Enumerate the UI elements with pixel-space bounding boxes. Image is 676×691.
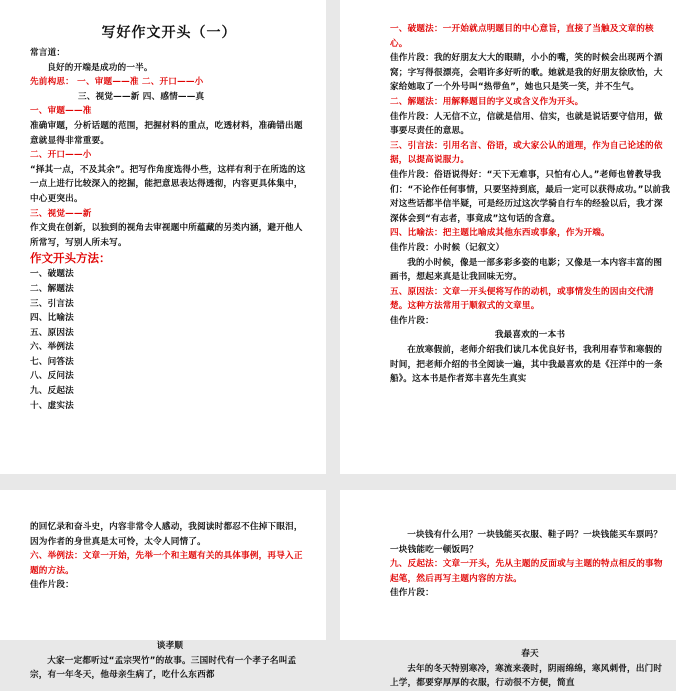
section-heading: 二、解题法：用解释题目的字义或含义作为开头。 — [390, 96, 584, 107]
text-line: 的回忆录和奋斗史，内容非常令人感动，我阅读时都忍不住掉下眼泪，因为作者的身世真是太可怜，太令人同情了。 — [30, 522, 303, 547]
page-1-body — [30, 46, 308, 413]
text-line: 准确审题，分析话题的范围，把握材料的重点，吃透材料，准确错出题意就显得非常重要。 — [30, 120, 303, 146]
page-title: 写好作文开头（一） — [101, 25, 237, 41]
section-heading: 四、比喻法：把主题比喻成其他东西或事象，作为开端。 — [390, 228, 610, 239]
document-page-4 — [340, 490, 676, 689]
text-line — [390, 617, 670, 631]
section-heading: 五、原因法：文章一开头便将写作的动机，或事情发生的因由交代清楚。这种方法常用于顺叙式的文章里。 — [390, 286, 654, 312]
text-line: 佳作片段： — [390, 315, 434, 326]
text-line: 佳作片段：俗语说得好：“天下无难事，只怕有心人。”老师也曾教导我们：“不论作任何事情，只要坚持到底，最后一定可以获得成功。”以前我对这些话都半信半疑，可是经历过这次学骑自行车的经验以后，我才深深体会到“有志者，事竟成”这句话的含意。 — [390, 169, 671, 224]
text-line: 一、破题法 — [30, 269, 74, 280]
text-line: 在放寒假前，老师介绍我们读几本优良好书，我利用春节和寒假的时间，把老师介绍的书全阅读一遍，其中我最喜欢的是《汪洋中的一条船》。这本书是作者郑丰喜先生真实 — [390, 345, 663, 385]
text-line — [30, 609, 310, 623]
text-line: 我最喜欢的一本书 — [494, 330, 566, 341]
document-page-1 — [0, 0, 326, 474]
text-line: 七、问答法 — [30, 356, 74, 367]
text-line: 三、引言法 — [30, 298, 74, 309]
text-line: 三、视觉——新 四、感情——真 — [78, 91, 205, 102]
text-line: 常言道： — [30, 48, 66, 58]
text-line: 佳作片段： — [30, 580, 74, 591]
text-line: 九、反起法 — [30, 386, 74, 397]
text-line: 大家一定都听过“孟宗哭竹”的故事。三国时代有一个孝子名叫孟宗，有一年冬天，他母亲生病了，吃什么东西都 — [30, 655, 297, 681]
text-line: 谈孝顺 — [156, 640, 184, 651]
text-line: 二、解题法 — [30, 283, 74, 294]
text-line: 八、反问法 — [30, 371, 74, 382]
text-line: 四、比喻法 — [30, 313, 74, 324]
section-heading: 二、开口——小 — [30, 150, 92, 161]
text-line: 我的小时候，像是一部多彩多姿的电影；又像是一本内容丰富的图画书，想起来真是让我回味无穷。 — [390, 257, 663, 283]
text-line: 春天 — [521, 648, 539, 659]
text-line: 良好的开端是成功的一半。 — [47, 62, 153, 73]
document-page-3 — [0, 490, 326, 681]
text-line: 佳作片段： — [390, 588, 434, 599]
page-3-body — [30, 520, 310, 683]
section-heading: 一、破题法：一开始就点明题目的中心意旨，直接了当触及文章的核心。 — [390, 24, 654, 49]
section-heading: 六、举例法：文章一开始，先举一个和主题有关的具体事例，再导入正题的方法。 — [30, 551, 303, 576]
page-2-body — [390, 22, 670, 387]
text-line: 五、原因法 — [30, 327, 74, 338]
text-line: 一块钱有什么用？一块钱能买衣服、鞋子吗？一块钱能买车票吗？一块钱能吃一顿饭吗？ — [390, 530, 663, 555]
text-line: 佳作片段：小时候（记叙文） — [390, 242, 505, 253]
page-4-body — [390, 528, 670, 691]
section-heading: 三、引言法：引用名言、俗语，或大家公认的道理，作为自己论述的依据，以提高说服力。 — [390, 140, 663, 166]
text-line: 六、举例法 — [30, 342, 74, 353]
section-heading: 作文开头方法： — [30, 251, 111, 266]
section-heading: 三、视觉——新 — [30, 208, 92, 219]
text-line: 作文贵在创新，以独到的视角去审视题中所蕴藏的另类内涵，避开他人所常写，写别人所未写。 — [30, 223, 303, 248]
text-line: 十、虚实法 — [30, 400, 74, 411]
section-heading: 九、反起法：文章一开头，先从主题的反面或与主题的特点相反的事物起笔，然后再写主题内容的方法。 — [390, 559, 663, 584]
section-heading: 一、审题——准 — [30, 106, 92, 117]
document-page-2 — [340, 0, 676, 474]
section-heading: 先前构思： 一、审题——准 二、开口——小 — [30, 77, 204, 88]
text-line: 佳作片段：人无信不立，信就是信用、信实，也就是说话要守信用，做事要尽责任的意思。 — [390, 111, 663, 137]
text-line: 去年的冬天特别寒冷，寒流来袭时，阴雨绵绵，寒风刺骨，出门时上学，都要穿厚厚的衣服，行动很不方便，简直 — [390, 663, 663, 689]
text-line: 佳作片段：我的好朋友大大的眼睛，小小的嘴，笑的时候会出现两个酒窝；字写得很漂亮，会唱许多好听的歌。她就是我的好朋友徐欣怡，大家给她取了一个外号叫“热带鱼”，她也只是笑一笑，并不生气。 — [390, 53, 663, 93]
text-line: “择其一点，不及其余”。把写作角度选得小些，这样有利于在所选的这一点上进行比较深入的挖掘，能把意思表达得透彻，内容更具体集中，中心更突出。 — [30, 164, 306, 204]
